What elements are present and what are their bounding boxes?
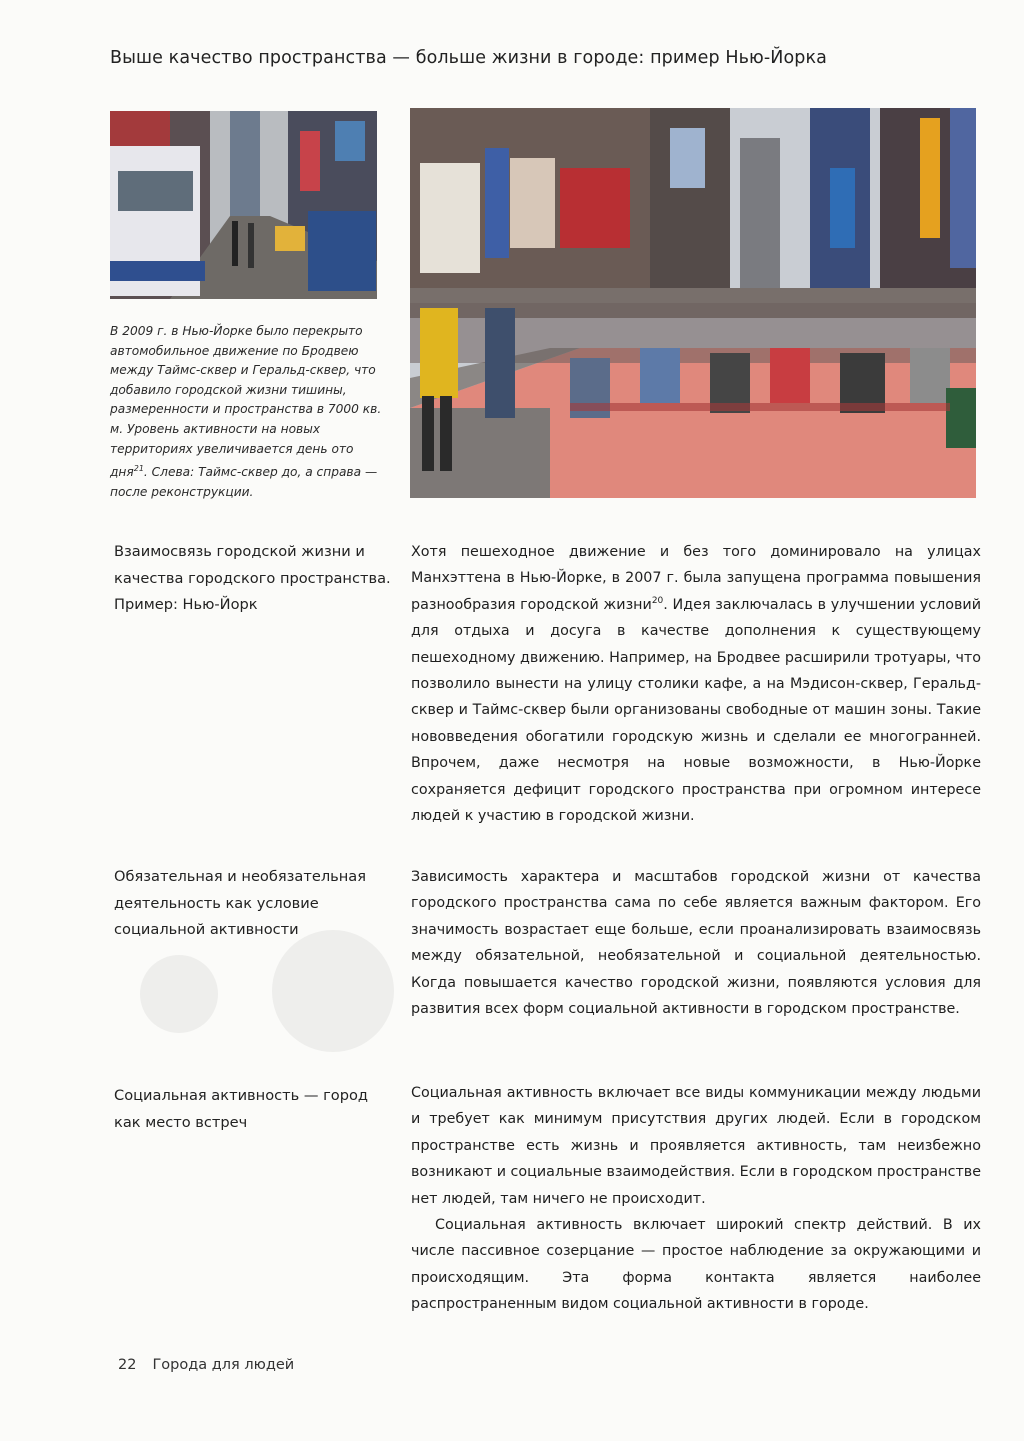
bleed-through-circle — [140, 955, 218, 1033]
bleed-through-circle — [272, 930, 394, 1052]
caption-main: В 2009 г. в Нью-Йорке было перекрыто автомобильное движение по Бродвею между Таймс-сквер и Геральд-сквер, что добавило городской жизни тишины, размеренности и пространства в 7000 кв. м. Уровень активности на новых территориях увеличивается день ото дня — [110, 324, 382, 480]
paragraph-text: . Идея заключалась в улучшении условий для отдыха и досуга в качестве дополнения к существующему пешеходному движению. Например, на Бродвее расширили тротуары, что позволило вынести на улицу столики кафе, а на Мэдисон-сквер, Геральд-сквер и Таймс-сквер были организованы свободные от машин зоны. Такие нововведения обогатили городскую жизнь и сделали ее многогранней. Впрочем, даже несмотря на новые возможности, в Нью-Йорке сохраняется дефицит городского пространства при огромном интересе людей к участию в городской жизни. — [411, 596, 982, 825]
section-body-city-life-quality — [411, 539, 981, 829]
page-number: 22 — [118, 1357, 137, 1373]
paragraph — [411, 864, 981, 1022]
section-label-city-life-quality: Взаимосвязь городской жизни и качества городского пространства. Пример: Нью-Йорк — [114, 543, 391, 613]
paragraph-text: Социальная активность включает все виды коммуникации между людьми и требует как минимум присутствия других людей. Если в городском пространстве есть жизнь и проявляется активность, там неизбежно возникают и социальные взаимодействия. Если в городском пространстве нет людей, там ничего не происходит. — [411, 1085, 981, 1207]
paragraph — [411, 539, 981, 829]
paragraph — [411, 1212, 981, 1318]
paragraph-text: Социальная активность включает широкий спектр действий. В их числе пассивное созерцание — простое наблюдение за окружающими и происходящим. Эта форма контакта является наиболее распространенным видом социальной активности в городе. — [411, 1217, 981, 1313]
running-header: Выше качество пространства — больше жизни в городе: пример Нью-Йорка — [110, 48, 827, 68]
figure-caption — [110, 322, 382, 502]
photo-times-square-after — [410, 108, 976, 498]
section-body-activities — [411, 864, 981, 1022]
paragraph-text: Зависимость характера и масштабов городской жизни от качества городского пространства сама по себе является важным фактором. Его значимость возрастает еще больше, если проанализировать взаимосвязь между обязательной, необязательной и социальной деятельностью. Когда повышается качество городской жизни, появляются условия для развития всех форм социальной активности в городском пространстве. — [411, 869, 981, 1018]
paragraph-text: Хотя пешеходное движение и без того доминировало на улицах Манхэттена в Нью-Йорке, в 2007 г. была запущена программа повышения разнообразия городской жизни — [411, 544, 981, 613]
page-footer — [118, 1357, 294, 1373]
caption-footnote-ref: 21 — [133, 464, 144, 474]
section-label-social-activity: Социальная активность — город как место встреч — [114, 1087, 369, 1131]
footnote-ref: 20 — [651, 596, 664, 607]
photo-times-square-before — [110, 111, 377, 299]
paragraph — [411, 1080, 981, 1212]
caption-tail: . Слева: Таймс-сквер до, а справа — после реконструкции. — [110, 465, 378, 499]
book-title: Города для людей — [152, 1357, 295, 1373]
section-label-activities: Обязательная и необязательная деятельность как условие социальной активности — [114, 868, 367, 938]
section-body-social-activity — [411, 1080, 981, 1318]
